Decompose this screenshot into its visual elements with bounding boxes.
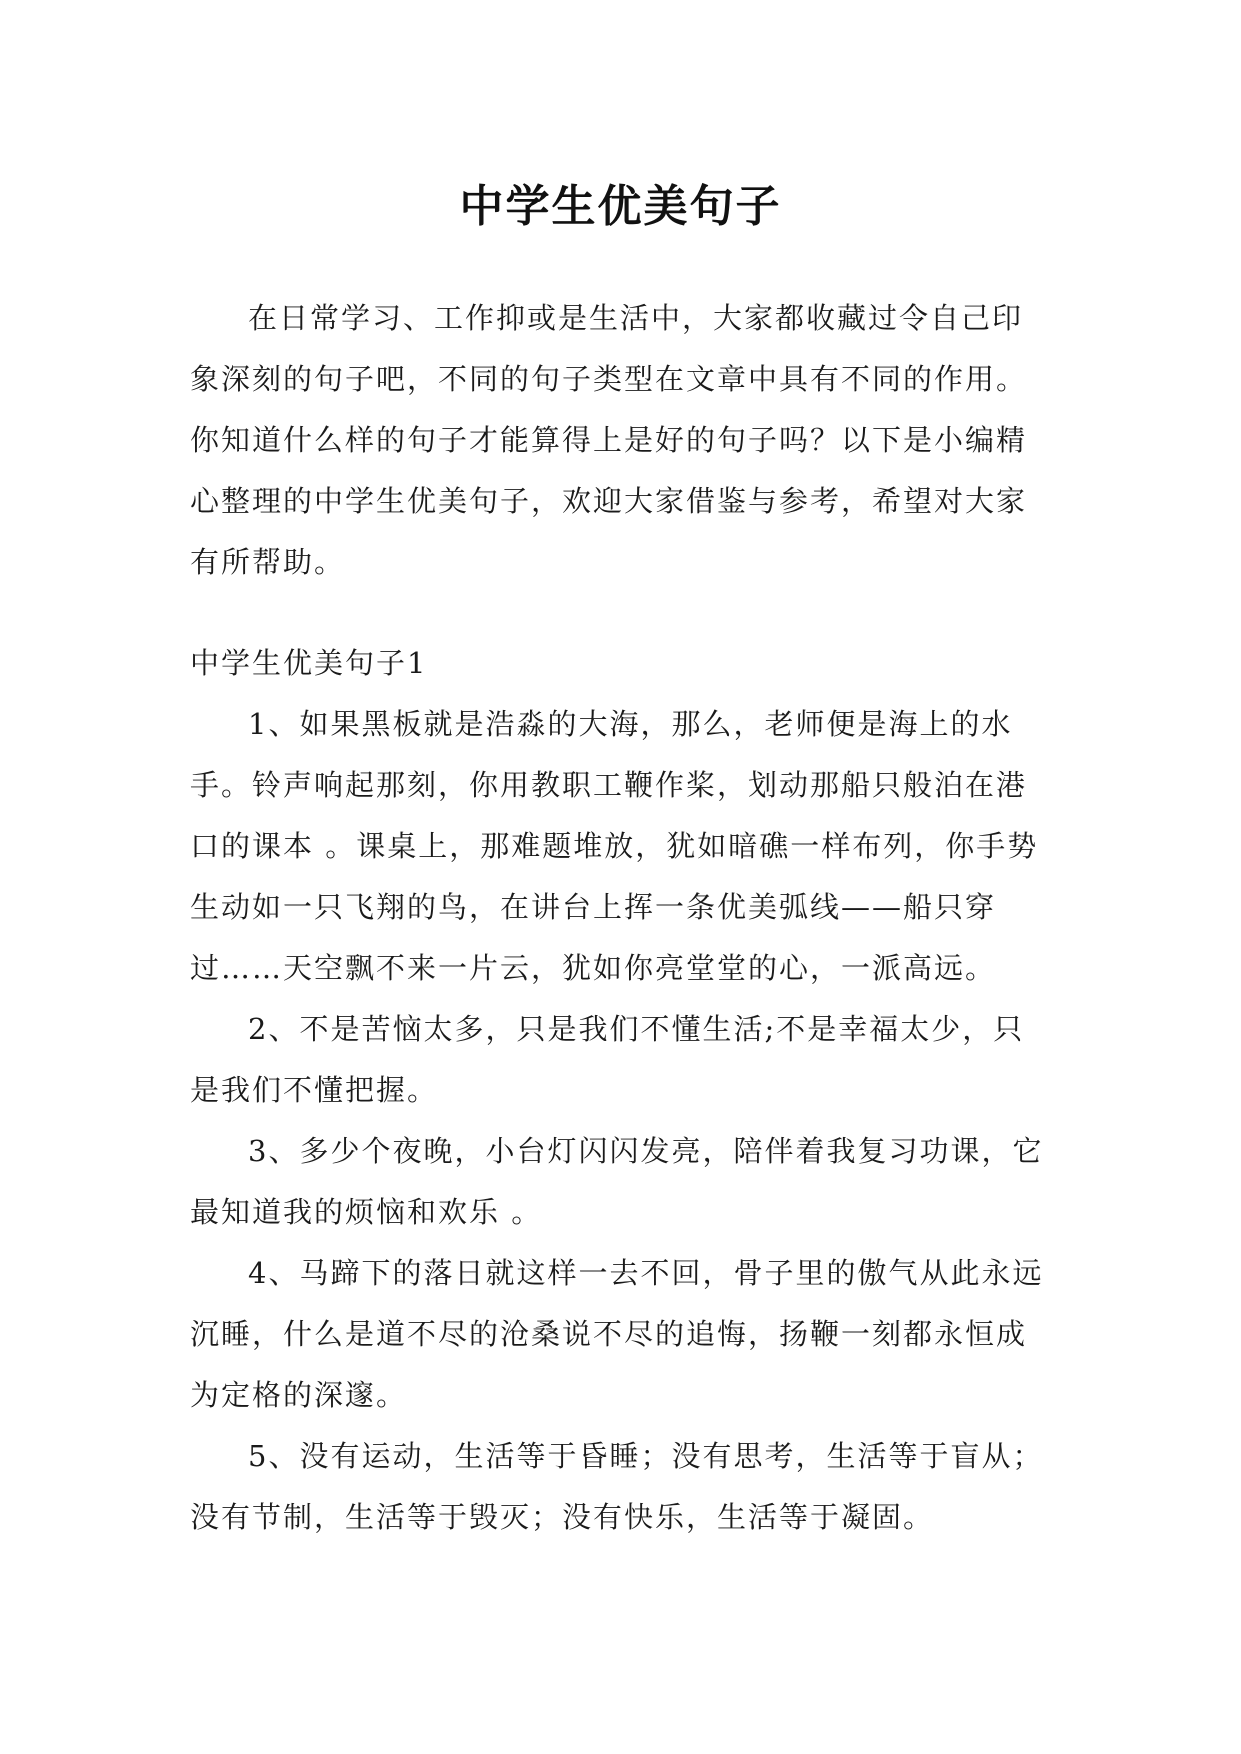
sentence-item-2: 2、不是苦恼太多，只是我们不懂生活;不是幸福太少，只是我们不懂把握。	[190, 1012, 1025, 1107]
document-title: 中学生优美句子	[459, 181, 782, 233]
sentence-item-5: 5、没有运动，生活等于昏睡；没有思考，生活等于盲从；没有节制，生活等于毁灭；没有快乐，生活等于凝固。	[190, 1439, 1044, 1534]
document-body	[190, 288, 1050, 1548]
sentence-item-4: 4、马蹄下的落日就这样一去不回，骨子里的傲气从此永远沉睡，什么是道不尽的沧桑说不尽的追悔，扬鞭一刻都永恒成为定格的深邃。	[190, 1256, 1044, 1412]
section-heading: 中学生优美句子1	[190, 646, 428, 680]
intro-paragraph: 在日常学习、工作抑或是生活中，大家都收藏过令自己印象深刻的句子吧，不同的句子类型在文章中具有不同的作用。你知道什么样的句子才能算得上是好的句子吗？以下是小编精心整理的中学生优美句子，欢迎大家借鉴与参考，希望对大家有所帮助。	[190, 301, 1028, 579]
sentence-item-3: 3、多少个夜晚，小台灯闪闪发亮，陪伴着我复习功课，它最知道我的烦恼和欢乐 。	[190, 1134, 1044, 1229]
sentence-item-1: 1、如果黑板就是浩淼的大海，那么，老师便是海上的水手。铃声响起那刻，你用教职工鞭作桨，划动那船只般泊在港口的课本 。课桌上，那难题堆放，犹如暗礁一样布列，你手势生动如一只飞翔的鸟，在讲台上挥一条优美弧线——船只穿过……天空飘不来一片云，犹如你亮堂堂的心，一派高远。	[190, 707, 1039, 985]
